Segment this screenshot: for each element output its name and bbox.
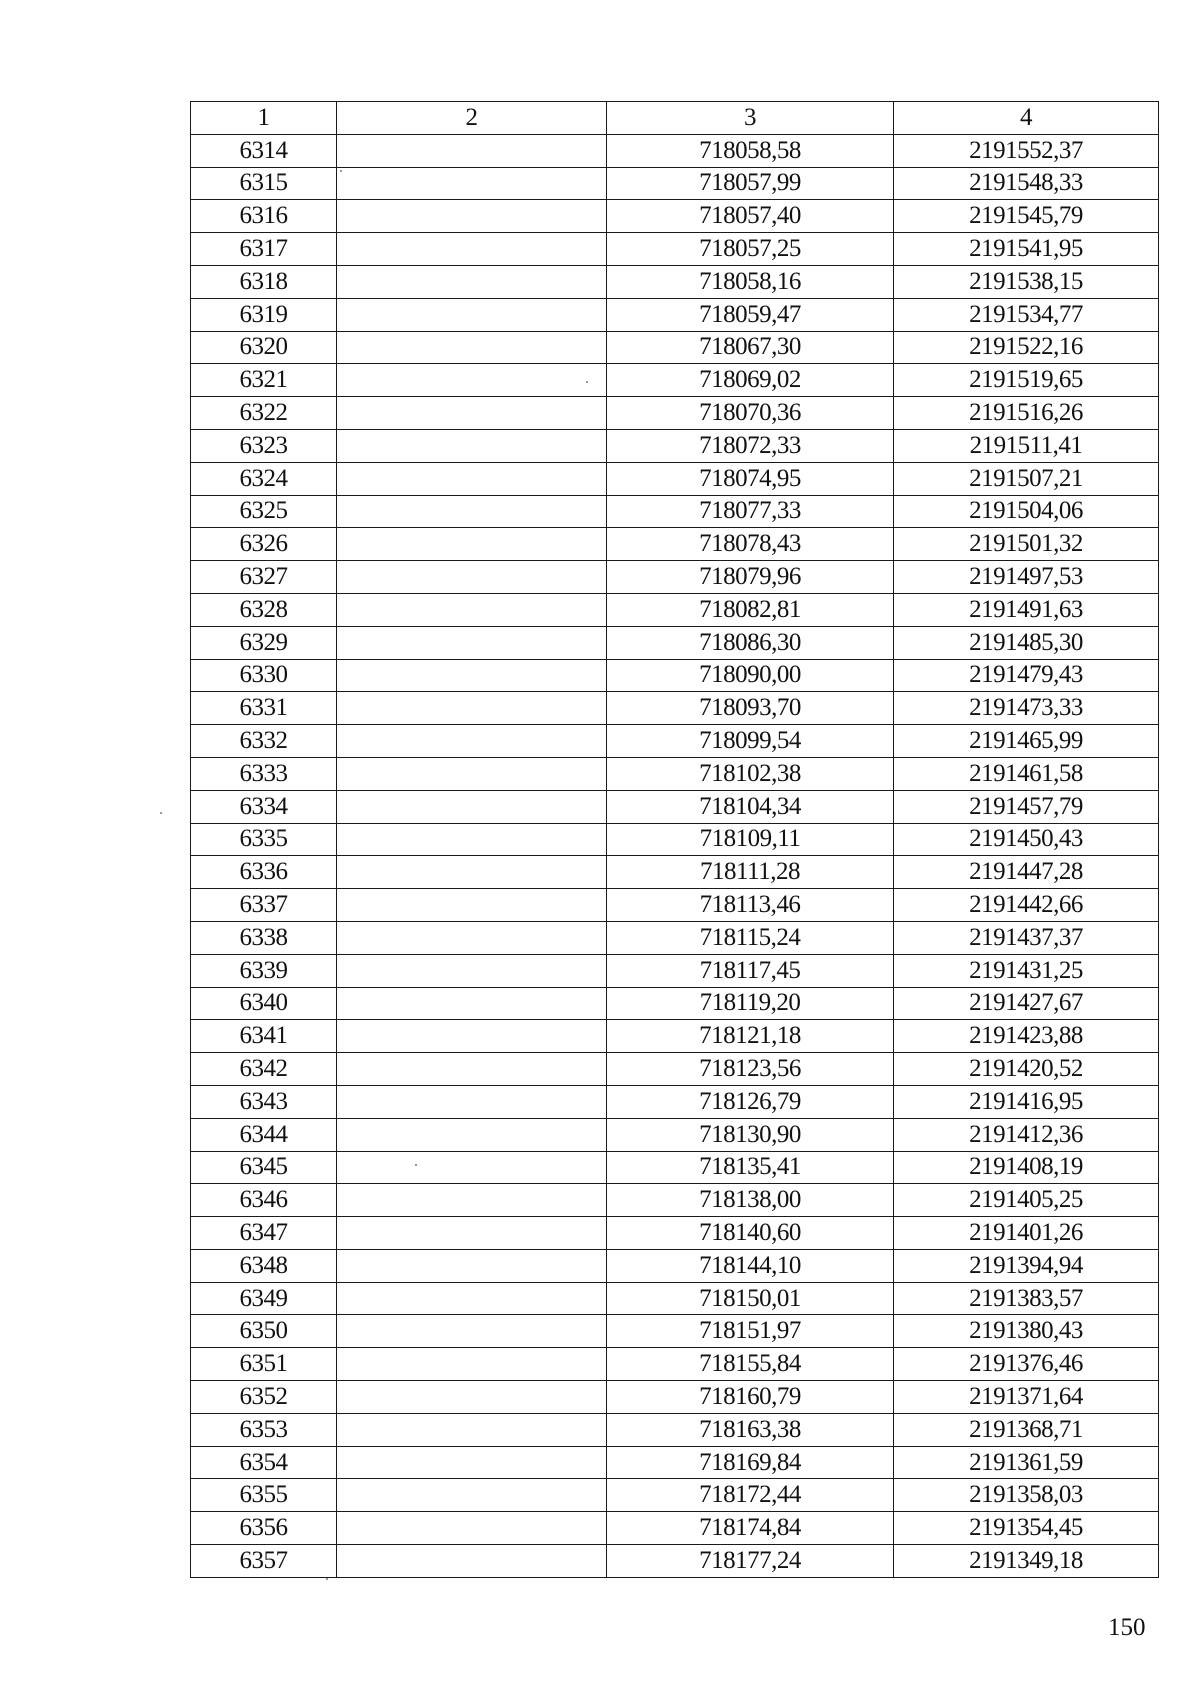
point-number-cell: 6315	[191, 167, 337, 200]
description-cell	[337, 1348, 607, 1381]
point-number-cell: 6317	[191, 233, 337, 266]
table-header	[191, 102, 1159, 135]
x-coordinate-cell: 718057,25	[607, 233, 894, 266]
x-coordinate-cell: 718104,34	[607, 790, 894, 823]
table-row	[191, 790, 1159, 823]
table-row	[191, 921, 1159, 954]
x-coordinate-cell: 718126,79	[607, 1085, 894, 1118]
point-number-cell: 6323	[191, 429, 337, 462]
y-coordinate-cell: 2191522,16	[894, 331, 1159, 364]
table-row	[191, 233, 1159, 266]
point-number-cell: 6331	[191, 692, 337, 725]
y-coordinate-cell: 2191507,21	[894, 462, 1159, 495]
table-row	[191, 1085, 1159, 1118]
description-cell	[337, 265, 607, 298]
scan-speck	[160, 812, 162, 814]
point-number-cell: 6352	[191, 1381, 337, 1414]
table-row	[191, 1118, 1159, 1151]
point-number-cell: 6343	[191, 1085, 337, 1118]
table-row	[191, 364, 1159, 397]
x-coordinate-cell: 718093,70	[607, 692, 894, 725]
description-cell	[337, 1217, 607, 1250]
table-row	[191, 889, 1159, 922]
y-coordinate-cell: 2191548,33	[894, 167, 1159, 200]
coordinates-table	[190, 101, 1159, 1578]
y-coordinate-cell: 2191349,18	[894, 1545, 1159, 1578]
x-coordinate-cell: 718174,84	[607, 1512, 894, 1545]
column-header-3: 3	[607, 102, 894, 135]
table-row	[191, 200, 1159, 233]
point-number-cell: 6344	[191, 1118, 337, 1151]
table-row	[191, 1282, 1159, 1315]
y-coordinate-cell: 2191552,37	[894, 134, 1159, 167]
y-coordinate-cell: 2191465,99	[894, 725, 1159, 758]
point-number-cell: 6330	[191, 659, 337, 692]
point-number-cell: 6345	[191, 1151, 337, 1184]
y-coordinate-cell: 2191405,25	[894, 1184, 1159, 1217]
point-number-cell: 6353	[191, 1413, 337, 1446]
description-cell	[337, 331, 607, 364]
point-number-cell: 6334	[191, 790, 337, 823]
point-number-cell: 6328	[191, 593, 337, 626]
x-coordinate-cell: 718130,90	[607, 1118, 894, 1151]
x-coordinate-cell: 718172,44	[607, 1479, 894, 1512]
description-cell	[337, 233, 607, 266]
point-number-cell: 6339	[191, 954, 337, 987]
x-coordinate-cell: 718163,38	[607, 1413, 894, 1446]
x-coordinate-cell: 718102,38	[607, 757, 894, 790]
y-coordinate-cell: 2191442,66	[894, 889, 1159, 922]
x-coordinate-cell: 718169,84	[607, 1446, 894, 1479]
table-row	[191, 429, 1159, 462]
x-coordinate-cell: 718160,79	[607, 1381, 894, 1414]
table-row	[191, 397, 1159, 430]
point-number-cell: 6341	[191, 1020, 337, 1053]
scan-speck	[415, 1164, 417, 1166]
x-coordinate-cell: 718099,54	[607, 725, 894, 758]
x-coordinate-cell: 718138,00	[607, 1184, 894, 1217]
x-coordinate-cell: 718077,33	[607, 495, 894, 528]
point-number-cell: 6346	[191, 1184, 337, 1217]
point-number-cell: 6342	[191, 1053, 337, 1086]
table-row	[191, 593, 1159, 626]
y-coordinate-cell: 2191437,37	[894, 921, 1159, 954]
x-coordinate-cell: 718082,81	[607, 593, 894, 626]
description-cell	[337, 1118, 607, 1151]
y-coordinate-cell: 2191473,33	[894, 692, 1159, 725]
table-row	[191, 1151, 1159, 1184]
x-coordinate-cell: 718177,24	[607, 1545, 894, 1578]
description-cell	[337, 1512, 607, 1545]
x-coordinate-cell: 718144,10	[607, 1249, 894, 1282]
x-coordinate-cell: 718115,24	[607, 921, 894, 954]
point-number-cell: 6329	[191, 626, 337, 659]
y-coordinate-cell: 2191497,53	[894, 561, 1159, 594]
point-number-cell: 6327	[191, 561, 337, 594]
table-row	[191, 462, 1159, 495]
description-cell	[337, 626, 607, 659]
table-row	[191, 167, 1159, 200]
y-coordinate-cell: 2191479,43	[894, 659, 1159, 692]
table-row	[191, 1053, 1159, 1086]
x-coordinate-cell: 718058,16	[607, 265, 894, 298]
column-header-1: 1	[191, 102, 337, 135]
point-number-cell: 6325	[191, 495, 337, 528]
point-number-cell: 6319	[191, 298, 337, 331]
description-cell	[337, 462, 607, 495]
table-row	[191, 1381, 1159, 1414]
table-row	[191, 1413, 1159, 1446]
description-cell	[337, 1053, 607, 1086]
x-coordinate-cell: 718150,01	[607, 1282, 894, 1315]
y-coordinate-cell: 2191423,88	[894, 1020, 1159, 1053]
x-coordinate-cell: 718059,47	[607, 298, 894, 331]
description-cell	[337, 200, 607, 233]
table-row	[191, 659, 1159, 692]
table-row	[191, 1020, 1159, 1053]
point-number-cell: 6320	[191, 331, 337, 364]
x-coordinate-cell: 718079,96	[607, 561, 894, 594]
x-coordinate-cell: 718074,95	[607, 462, 894, 495]
table-row	[191, 1446, 1159, 1479]
table-row	[191, 495, 1159, 528]
point-number-cell: 6321	[191, 364, 337, 397]
column-header-4: 4	[894, 102, 1159, 135]
table-row	[191, 1479, 1159, 1512]
y-coordinate-cell: 2191516,26	[894, 397, 1159, 430]
description-cell	[337, 692, 607, 725]
description-cell	[337, 1315, 607, 1348]
table-row	[191, 1315, 1159, 1348]
point-number-cell: 6338	[191, 921, 337, 954]
x-coordinate-cell: 718123,56	[607, 1053, 894, 1086]
description-cell	[337, 593, 607, 626]
y-coordinate-cell: 2191485,30	[894, 626, 1159, 659]
description-cell	[337, 921, 607, 954]
y-coordinate-cell: 2191358,03	[894, 1479, 1159, 1512]
point-number-cell: 6340	[191, 987, 337, 1020]
table-row	[191, 725, 1159, 758]
table-row	[191, 1348, 1159, 1381]
table-row	[191, 331, 1159, 364]
table-row	[191, 1184, 1159, 1217]
point-number-cell: 6357	[191, 1545, 337, 1578]
description-cell	[337, 528, 607, 561]
x-coordinate-cell: 718057,99	[607, 167, 894, 200]
y-coordinate-cell: 2191541,95	[894, 233, 1159, 266]
x-coordinate-cell: 718072,33	[607, 429, 894, 462]
point-number-cell: 6337	[191, 889, 337, 922]
x-coordinate-cell: 718113,46	[607, 889, 894, 922]
x-coordinate-cell: 718067,30	[607, 331, 894, 364]
y-coordinate-cell: 2191534,77	[894, 298, 1159, 331]
table-row	[191, 856, 1159, 889]
y-coordinate-cell: 2191380,43	[894, 1315, 1159, 1348]
x-coordinate-cell: 718151,97	[607, 1315, 894, 1348]
description-cell	[337, 1184, 607, 1217]
description-cell	[337, 134, 607, 167]
table-row	[191, 1217, 1159, 1250]
description-cell	[337, 790, 607, 823]
description-cell	[337, 495, 607, 528]
description-cell	[337, 889, 607, 922]
x-coordinate-cell: 718070,36	[607, 397, 894, 430]
point-number-cell: 6348	[191, 1249, 337, 1282]
table-row	[191, 692, 1159, 725]
y-coordinate-cell: 2191457,79	[894, 790, 1159, 823]
table-row	[191, 626, 1159, 659]
point-number-cell: 6350	[191, 1315, 337, 1348]
y-coordinate-cell: 2191538,15	[894, 265, 1159, 298]
x-coordinate-cell: 718155,84	[607, 1348, 894, 1381]
description-cell	[337, 1381, 607, 1414]
x-coordinate-cell: 718117,45	[607, 954, 894, 987]
table-row	[191, 528, 1159, 561]
y-coordinate-cell: 2191431,25	[894, 954, 1159, 987]
table-row	[191, 987, 1159, 1020]
description-cell	[337, 561, 607, 594]
point-number-cell: 6333	[191, 757, 337, 790]
description-cell	[337, 1479, 607, 1512]
description-cell	[337, 1446, 607, 1479]
description-cell	[337, 757, 607, 790]
point-number-cell: 6349	[191, 1282, 337, 1315]
y-coordinate-cell: 2191420,52	[894, 1053, 1159, 1086]
description-cell	[337, 659, 607, 692]
x-coordinate-cell: 718086,30	[607, 626, 894, 659]
y-coordinate-cell: 2191394,94	[894, 1249, 1159, 1282]
description-cell	[337, 856, 607, 889]
y-coordinate-cell: 2191511,41	[894, 429, 1159, 462]
y-coordinate-cell: 2191401,26	[894, 1217, 1159, 1250]
point-number-cell: 6335	[191, 823, 337, 856]
y-coordinate-cell: 2191412,36	[894, 1118, 1159, 1151]
description-cell	[337, 1151, 607, 1184]
description-cell	[337, 1545, 607, 1578]
point-number-cell: 6332	[191, 725, 337, 758]
scan-speck	[326, 1578, 328, 1580]
x-coordinate-cell: 718111,28	[607, 856, 894, 889]
description-cell	[337, 954, 607, 987]
table-row	[191, 265, 1159, 298]
point-number-cell: 6316	[191, 200, 337, 233]
y-coordinate-cell: 2191545,79	[894, 200, 1159, 233]
scan-speck	[340, 170, 342, 172]
description-cell	[337, 823, 607, 856]
y-coordinate-cell: 2191368,71	[894, 1413, 1159, 1446]
page-number: 150	[1108, 1614, 1146, 1641]
y-coordinate-cell: 2191376,46	[894, 1348, 1159, 1381]
description-cell	[337, 429, 607, 462]
table-row	[191, 954, 1159, 987]
description-cell	[337, 1020, 607, 1053]
y-coordinate-cell: 2191371,64	[894, 1381, 1159, 1414]
x-coordinate-cell: 718078,43	[607, 528, 894, 561]
description-cell	[337, 987, 607, 1020]
point-number-cell: 6322	[191, 397, 337, 430]
y-coordinate-cell: 2191519,65	[894, 364, 1159, 397]
point-number-cell: 6356	[191, 1512, 337, 1545]
point-number-cell: 6351	[191, 1348, 337, 1381]
description-cell	[337, 364, 607, 397]
table-row	[191, 298, 1159, 331]
y-coordinate-cell: 2191416,95	[894, 1085, 1159, 1118]
description-cell	[337, 298, 607, 331]
point-number-cell: 6347	[191, 1217, 337, 1250]
description-cell	[337, 1085, 607, 1118]
y-coordinate-cell: 2191501,32	[894, 528, 1159, 561]
x-coordinate-cell: 718140,60	[607, 1217, 894, 1250]
point-number-cell: 6318	[191, 265, 337, 298]
point-number-cell: 6336	[191, 856, 337, 889]
y-coordinate-cell: 2191504,06	[894, 495, 1159, 528]
y-coordinate-cell: 2191491,63	[894, 593, 1159, 626]
x-coordinate-cell: 718058,58	[607, 134, 894, 167]
table-row	[191, 1249, 1159, 1282]
description-cell	[337, 1282, 607, 1315]
x-coordinate-cell: 718135,41	[607, 1151, 894, 1184]
point-number-cell: 6355	[191, 1479, 337, 1512]
table-row	[191, 823, 1159, 856]
point-number-cell: 6324	[191, 462, 337, 495]
point-number-cell: 6354	[191, 1446, 337, 1479]
y-coordinate-cell: 2191450,43	[894, 823, 1159, 856]
y-coordinate-cell: 2191361,59	[894, 1446, 1159, 1479]
y-coordinate-cell: 2191447,28	[894, 856, 1159, 889]
y-coordinate-cell: 2191354,45	[894, 1512, 1159, 1545]
x-coordinate-cell: 718090,00	[607, 659, 894, 692]
x-coordinate-cell: 718109,11	[607, 823, 894, 856]
y-coordinate-cell: 2191408,19	[894, 1151, 1159, 1184]
x-coordinate-cell: 718057,40	[607, 200, 894, 233]
point-number-cell: 6314	[191, 134, 337, 167]
y-coordinate-cell: 2191383,57	[894, 1282, 1159, 1315]
y-coordinate-cell: 2191427,67	[894, 987, 1159, 1020]
header-row	[191, 102, 1159, 135]
table-body	[191, 134, 1159, 1577]
description-cell	[337, 397, 607, 430]
x-coordinate-cell: 718121,18	[607, 1020, 894, 1053]
description-cell	[337, 167, 607, 200]
table-row	[191, 757, 1159, 790]
table-row	[191, 561, 1159, 594]
description-cell	[337, 1249, 607, 1282]
description-cell	[337, 725, 607, 758]
column-header-2: 2	[337, 102, 607, 135]
point-number-cell: 6326	[191, 528, 337, 561]
y-coordinate-cell: 2191461,58	[894, 757, 1159, 790]
scan-speck	[586, 381, 588, 383]
table-row	[191, 1545, 1159, 1578]
x-coordinate-cell: 718119,20	[607, 987, 894, 1020]
table-row	[191, 134, 1159, 167]
x-coordinate-cell: 718069,02	[607, 364, 894, 397]
description-cell	[337, 1413, 607, 1446]
table-row	[191, 1512, 1159, 1545]
